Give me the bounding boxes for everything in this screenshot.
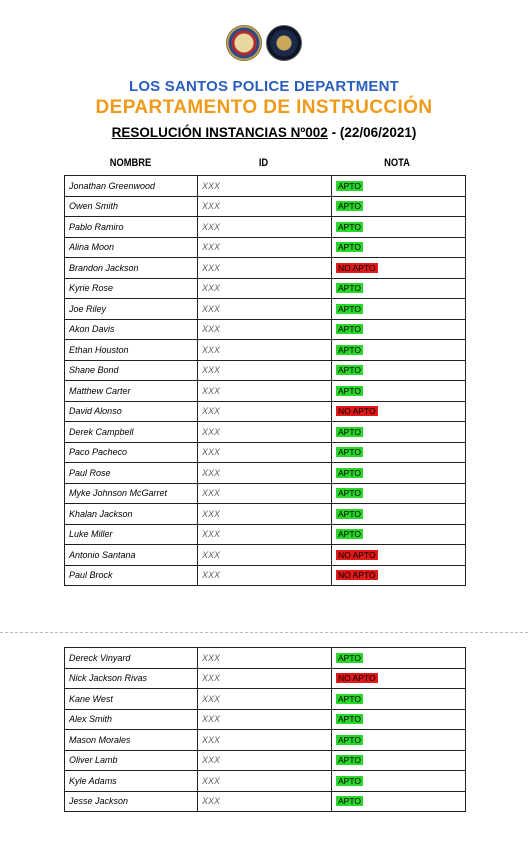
row-nota (332, 565, 466, 586)
status-badge: NO APTO (338, 549, 376, 560)
row-id: XXX (198, 196, 332, 217)
row-name: Jesse Jackson (65, 791, 198, 812)
row-id: XXX (198, 463, 332, 484)
row-name: Paul Rose (65, 463, 198, 484)
lspd-seal-icon (226, 25, 262, 61)
table-row (65, 750, 466, 771)
row-name: Akon Davis (65, 319, 198, 340)
row-name: Pablo Ramiro (65, 217, 198, 238)
row-nota (332, 422, 466, 443)
results-table-page-1 (64, 175, 466, 586)
table-row (65, 340, 466, 361)
row-nota (332, 442, 466, 463)
status-badge: APTO (338, 426, 361, 437)
table-row (65, 648, 466, 669)
row-id: XXX (198, 422, 332, 443)
row-id: XXX (198, 750, 332, 771)
row-id: XXX (198, 524, 332, 545)
row-nota (332, 176, 466, 197)
status-badge: NO APTO (338, 673, 376, 684)
page-break (0, 632, 528, 633)
row-nota (332, 730, 466, 751)
row-id: XXX (198, 689, 332, 710)
table-row (65, 381, 466, 402)
status-badge: APTO (338, 242, 361, 253)
status-badge: APTO (338, 283, 361, 294)
table-row (65, 791, 466, 812)
row-name: Khalan Jackson (65, 504, 198, 525)
row-id: XXX (198, 176, 332, 197)
row-name: Joe Riley (65, 299, 198, 320)
table-row (65, 565, 466, 586)
column-header-id: ID (258, 157, 269, 169)
status-badge: NO APTO (338, 262, 376, 273)
status-badge: APTO (338, 201, 361, 212)
status-badge: APTO (338, 652, 361, 663)
status-badge: APTO (338, 508, 361, 519)
row-id: XXX (198, 668, 332, 689)
row-id: XXX (198, 360, 332, 381)
table-row (65, 668, 466, 689)
status-badge: APTO (338, 180, 361, 191)
row-name: Derek Campbell (65, 422, 198, 443)
row-nota (332, 196, 466, 217)
row-name: Jonathan Greenwood (65, 176, 198, 197)
row-name: David Alonso (65, 401, 198, 422)
department-title: DEPARTAMENTO DE INSTRUCCIÓN (95, 97, 433, 118)
department-seal-icon (266, 25, 302, 61)
resolution-title (0, 124, 528, 141)
row-name: Paul Brock (65, 565, 198, 586)
row-nota (332, 217, 466, 238)
table-row (65, 176, 466, 197)
column-headers (64, 155, 464, 173)
status-badge: NO APTO (338, 570, 376, 581)
table-row (65, 689, 466, 710)
table-row (65, 545, 466, 566)
table-row (65, 217, 466, 238)
row-id: XXX (198, 258, 332, 279)
status-badge: APTO (338, 385, 361, 396)
row-name: Mason Morales (65, 730, 198, 751)
document-header (0, 78, 528, 141)
status-badge: APTO (338, 488, 361, 499)
status-badge: APTO (338, 775, 361, 786)
row-nota (332, 381, 466, 402)
row-nota (332, 258, 466, 279)
status-badge: APTO (338, 303, 361, 314)
status-badge: APTO (338, 529, 361, 540)
row-id: XXX (198, 771, 332, 792)
row-id: XXX (198, 278, 332, 299)
status-badge: APTO (338, 324, 361, 335)
row-nota (332, 648, 466, 669)
table-row (65, 771, 466, 792)
row-name: Kane West (65, 689, 198, 710)
row-id: XXX (198, 504, 332, 525)
column-header-nota: NOTA (384, 157, 410, 169)
row-id: XXX (198, 545, 332, 566)
row-id: XXX (198, 237, 332, 258)
status-badge: APTO (338, 796, 361, 807)
row-name: Dereck Vinyard (65, 648, 198, 669)
resolution-date: - (22/06/2021) (327, 125, 417, 140)
row-id: XXX (198, 730, 332, 751)
row-id: XXX (198, 442, 332, 463)
status-badge: APTO (338, 221, 361, 232)
row-id: XXX (198, 709, 332, 730)
row-nota (332, 689, 466, 710)
table-row (65, 483, 466, 504)
row-name: Shane Bond (65, 360, 198, 381)
row-name: Oliver Lamb (65, 750, 198, 771)
status-badge: APTO (338, 693, 361, 704)
status-badge: APTO (338, 365, 361, 376)
status-badge: APTO (338, 755, 361, 766)
row-nota (332, 524, 466, 545)
row-nota (332, 771, 466, 792)
table-row (65, 196, 466, 217)
table-row (65, 278, 466, 299)
org-title: LOS SANTOS POLICE DEPARTMENT (128, 78, 400, 95)
logo-row (0, 25, 528, 63)
row-nota (332, 504, 466, 525)
table-row (65, 730, 466, 751)
row-nota (332, 483, 466, 504)
row-id: XXX (198, 648, 332, 669)
table-row (65, 237, 466, 258)
row-id: XXX (198, 319, 332, 340)
row-id: XXX (198, 401, 332, 422)
table-row (65, 504, 466, 525)
row-nota (332, 545, 466, 566)
row-nota (332, 709, 466, 730)
row-name: Alex Smith (65, 709, 198, 730)
table-row (65, 401, 466, 422)
table-row (65, 463, 466, 484)
row-id: XXX (198, 217, 332, 238)
row-nota (332, 750, 466, 771)
row-id: XXX (198, 791, 332, 812)
results-table-page-2 (64, 647, 466, 812)
table-row (65, 299, 466, 320)
table-row (65, 524, 466, 545)
status-badge: APTO (338, 734, 361, 745)
row-nota (332, 401, 466, 422)
row-name: Ethan Houston (65, 340, 198, 361)
row-nota (332, 791, 466, 812)
row-nota (332, 319, 466, 340)
row-id: XXX (198, 565, 332, 586)
row-id: XXX (198, 340, 332, 361)
row-name: Alina Moon (65, 237, 198, 258)
row-nota (332, 360, 466, 381)
table-row (65, 360, 466, 381)
row-nota (332, 463, 466, 484)
row-name: Myke Johnson McGarret (65, 483, 198, 504)
row-nota (332, 299, 466, 320)
table-row (65, 422, 466, 443)
status-badge: APTO (338, 447, 361, 458)
row-name: Antonio Santana (65, 545, 198, 566)
row-id: XXX (198, 381, 332, 402)
status-badge: APTO (338, 344, 361, 355)
row-name: Kyle Adams (65, 771, 198, 792)
status-badge: APTO (338, 467, 361, 478)
row-name: Nick Jackson Rivas (65, 668, 198, 689)
row-name: Owen Smith (65, 196, 198, 217)
status-badge: APTO (338, 714, 361, 725)
row-name: Brandon Jackson (65, 258, 198, 279)
row-name: Luke Miller (65, 524, 198, 545)
row-name: Paco Pacheco (65, 442, 198, 463)
table-row (65, 319, 466, 340)
row-id: XXX (198, 299, 332, 320)
row-nota (332, 340, 466, 361)
row-nota (332, 668, 466, 689)
column-header-name: NOMBRE (109, 157, 152, 169)
row-name: Matthew Carter (65, 381, 198, 402)
table-row (65, 442, 466, 463)
row-nota (332, 278, 466, 299)
status-badge: NO APTO (338, 406, 376, 417)
row-id: XXX (198, 483, 332, 504)
row-name: Kyrie Rose (65, 278, 198, 299)
row-nota (332, 237, 466, 258)
table-row (65, 258, 466, 279)
table-row (65, 709, 466, 730)
resolution-number: RESOLUCIÓN INSTANCIAS Nº002 (111, 125, 328, 140)
